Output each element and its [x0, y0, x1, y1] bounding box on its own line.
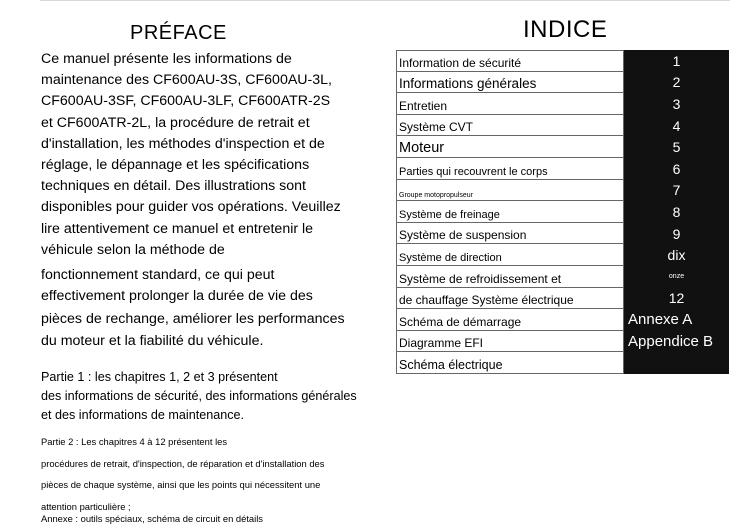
index-number: 9	[624, 223, 729, 245]
part2-line: pièces de chaque système, ainsi que les points qui nécessitent une	[41, 479, 321, 490]
preface-line: techniques en détail. Des illustrations sont	[41, 178, 306, 195]
preface-line: CF600AU-3SF, CF600AU-3LF, CF600ATR-2S	[41, 93, 331, 110]
index-row[interactable]	[396, 201, 729, 223]
part1-line: Partie 1 : les chapitres 1, 2 et 3 présentent	[41, 370, 278, 384]
index-table	[396, 50, 729, 374]
index-label: Système CVT	[396, 115, 624, 137]
part1-line: des informations de sécurité, des informations générales	[41, 389, 357, 403]
index-row[interactable]	[396, 352, 729, 374]
preface-line: véhicule selon la méthode de	[41, 241, 225, 258]
preface-line: et CF600ATR-2L, la procédure de retrait et	[41, 114, 310, 131]
index-row[interactable]	[396, 93, 729, 115]
index-row[interactable]	[396, 331, 729, 353]
index-number: 6	[624, 158, 729, 180]
index-label: Diagramme EFI	[396, 331, 624, 353]
index-row[interactable]	[396, 136, 729, 158]
index-number: Annexe A	[624, 309, 729, 331]
preface-line: pièces de rechange, améliorer les performances	[41, 311, 345, 328]
index-row[interactable]	[396, 50, 729, 72]
index-number: 2	[624, 72, 729, 94]
index-number: Appendice B	[624, 331, 729, 353]
index-label: Entretien	[396, 93, 624, 115]
index-label: Parties qui recouvrent le corps	[396, 158, 624, 180]
index-title: INDICE	[523, 16, 608, 43]
index-number: 1	[624, 50, 729, 72]
index-row[interactable]	[396, 158, 729, 180]
index-label: Système de freinage	[396, 201, 624, 223]
index-row[interactable]	[396, 223, 729, 245]
index-number: 8	[624, 201, 729, 223]
index-number: 12	[624, 288, 729, 310]
index-number	[624, 352, 729, 374]
index-label: Schéma électrique	[396, 352, 624, 374]
preface-line: du moteur et la fiabilité du véhicule.	[41, 332, 264, 349]
preface-line: réglage, le dépannage et les spécifications	[41, 157, 310, 174]
index-label: Système de suspension	[396, 223, 624, 245]
index-number: 4	[624, 115, 729, 137]
index-label: Groupe motopropulseur	[396, 180, 624, 202]
index-row[interactable]	[396, 309, 729, 331]
index-label: Système de direction	[396, 244, 624, 266]
index-row[interactable]	[396, 244, 729, 266]
preface-line: fonctionnement standard, ce qui peut	[41, 267, 275, 284]
index-row[interactable]	[396, 266, 729, 288]
preface-line: d'installation, les méthodes d'inspection et de	[41, 135, 325, 152]
index-row[interactable]	[396, 72, 729, 94]
part1-paragraph	[41, 368, 381, 425]
preface-body	[41, 49, 381, 352]
part1-line: et des informations de maintenance.	[41, 408, 245, 422]
preface-line: lire attentivement ce manuel et entretenir le	[41, 220, 314, 237]
index-row[interactable]	[396, 180, 729, 202]
index-row[interactable]	[396, 115, 729, 137]
index-label: Système de refroidissement et	[396, 266, 624, 288]
index-label: Moteur	[396, 136, 624, 158]
preface-title: PRÉFACE	[130, 22, 227, 44]
part2-line: procédures de retrait, d'inspection, de réparation et d'installation des	[41, 457, 325, 469]
preface-line: disponibles pour guider vos opérations. Veuillez	[41, 199, 341, 216]
preface-line: maintenance des CF600AU-3S, CF600AU-3L,	[41, 72, 332, 89]
index-number: onze	[624, 266, 729, 288]
part2-line: attention particulière ;	[41, 500, 131, 512]
index-label: Information de sécurité	[396, 50, 624, 72]
part2-line: Partie 2 : Les chapitres 4 à 12 présentent les	[41, 436, 228, 447]
index-number: 3	[624, 93, 729, 115]
index-label: Schéma de démarrage	[396, 309, 624, 331]
preface-line: Ce manuel présente les informations de	[41, 51, 292, 67]
index-label: Informations générales	[396, 72, 624, 94]
cut-off-line: Annexe : outils spéciaux, schéma de circuit en détails	[41, 513, 263, 524]
top-rule	[40, 0, 730, 1]
index-number: 7	[624, 180, 729, 202]
index-number: 5	[624, 136, 729, 158]
index-number: dix	[624, 244, 729, 266]
index-row[interactable]	[396, 288, 729, 310]
part2-paragraph	[41, 431, 381, 517]
preface-line: effectivement prolonger la durée de vie des	[41, 288, 313, 305]
index-label: de chauffage Système électrique	[396, 288, 624, 310]
